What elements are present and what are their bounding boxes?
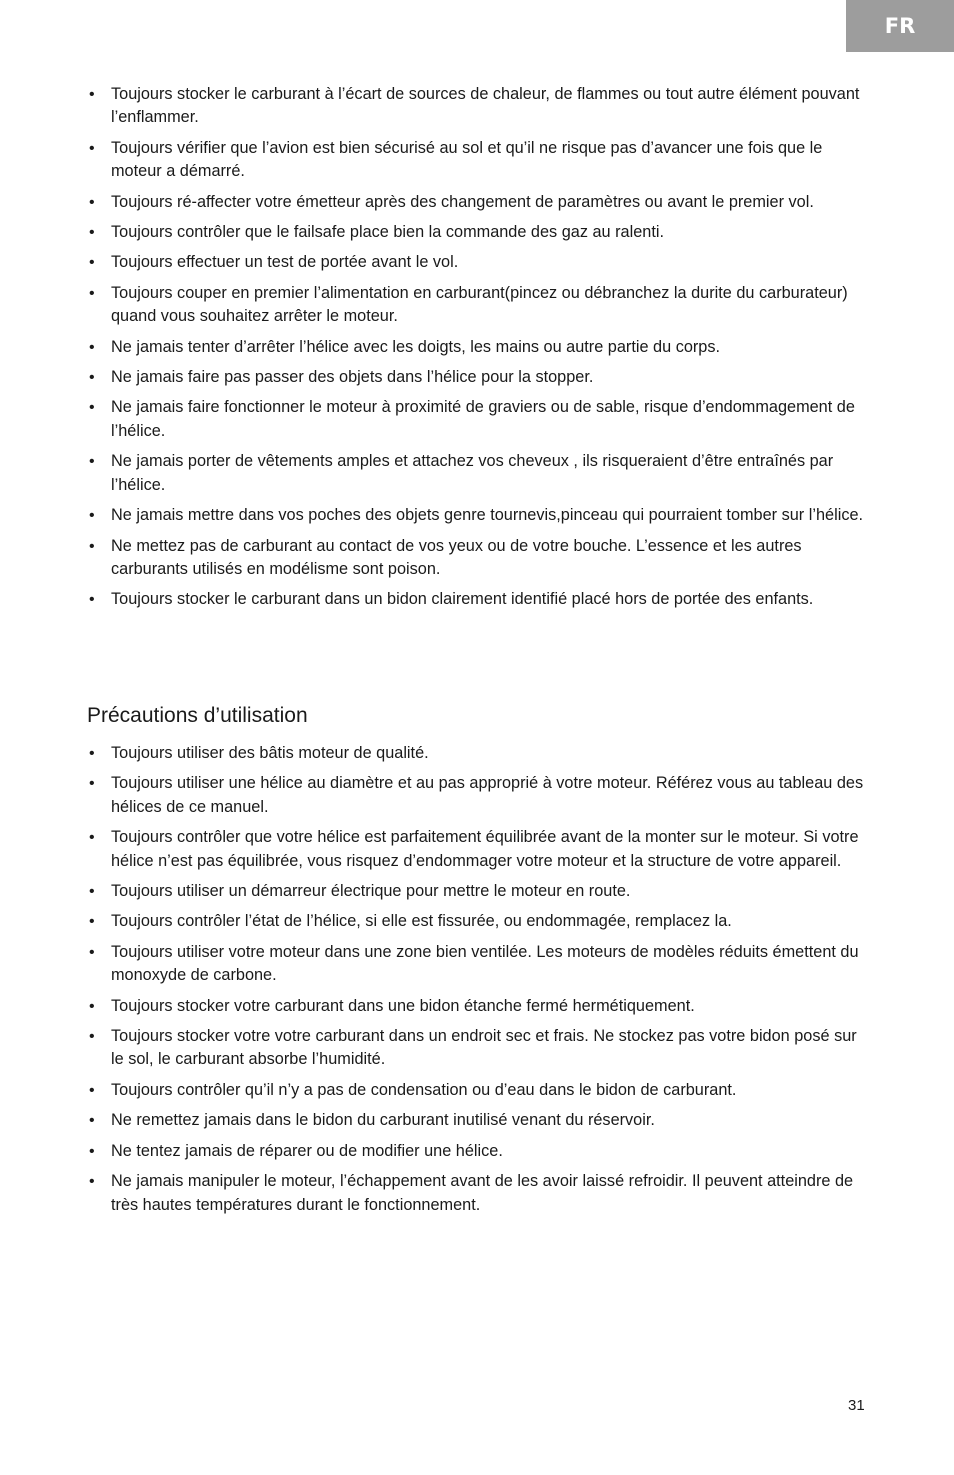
- list-item: [87, 910, 867, 933]
- list-item: [87, 1170, 867, 1217]
- bullet-icon: •: [89, 913, 95, 931]
- list-item: [87, 941, 867, 988]
- bullet-icon: •: [89, 943, 95, 961]
- list-item: [87, 742, 867, 765]
- bullet-icon: •: [89, 537, 95, 555]
- list-item: [87, 366, 867, 389]
- list-item-text: Toujours vérifier que l’avion est bien sécurisé au sol et qu’il ne risque pas d’avancer une fois que le moteur a démarré.: [111, 138, 823, 181]
- list-item-text: Ne jamais porter de vêtements amples et attachez vos cheveux , ils risqueraient d’être entraînés par l’hélice.: [111, 452, 834, 494]
- list-item: [87, 772, 867, 819]
- list-item: [87, 137, 867, 184]
- safety-list: [87, 83, 867, 619]
- list-item: [87, 396, 867, 443]
- list-item: [87, 826, 867, 873]
- list-item-text: Toujours couper en premier l’alimentation en carburant(pincez ou débranchez la durite du carburateur) quand vous souhaitez arrêter le moteur.: [111, 283, 848, 326]
- list-item-text: Toujours contrôler que le failsafe place bien la commande des gaz au ralenti.: [111, 223, 664, 242]
- list-item-text: Toujours contrôler l’état de l’hélice, si elle est fissurée, ou endommagée, remplacez la.: [111, 912, 732, 931]
- list-item: [87, 588, 867, 611]
- list-item-text: Toujours utiliser votre moteur dans une zone bien ventilée. Les moteurs de modèles réduits émettent du monoxyde de carbone.: [111, 942, 859, 985]
- bullet-icon: •: [89, 284, 95, 302]
- bullet-icon: •: [89, 997, 95, 1015]
- bullet-icon: •: [89, 399, 95, 417]
- list-item: [87, 1079, 867, 1102]
- bullet-icon: •: [89, 591, 95, 609]
- list-item: [87, 336, 867, 359]
- list-item-text: Toujours stocker votre carburant dans une bidon étanche fermé hermétiquement.: [111, 996, 695, 1015]
- list-item-text: Toujours utiliser un démarreur électrique pour mettre le moteur en route.: [111, 882, 631, 901]
- bullet-icon: •: [89, 254, 95, 272]
- list-item-text: Toujours utiliser une hélice au diamètre et au pas approprié à votre moteur. Référez vous au tableau des hélices de ce manuel.: [111, 774, 864, 816]
- list-item: [87, 504, 867, 527]
- bullet-icon: •: [89, 86, 95, 103]
- list-item: [87, 1140, 867, 1163]
- list-item-text: Toujours utiliser des bâtis moteur de qualité.: [111, 744, 429, 762]
- page-number: 31: [848, 1397, 865, 1414]
- list-item-text: Ne jamais faire fonctionner le moteur à proximité de graviers ou de sable, risque d’endommagement de l’hélice.: [111, 398, 855, 440]
- list-item-text: Toujours effectuer un test de portée avant le vol.: [111, 253, 459, 272]
- list-item: [87, 221, 867, 244]
- list-item-text: Ne remettez jamais dans le bidon du carburant inutilisé venant du réservoir.: [111, 1111, 655, 1130]
- bullet-icon: •: [89, 139, 95, 157]
- language-tab: FR: [846, 0, 954, 52]
- usage-precautions-list: [87, 742, 867, 1224]
- list-item-text: Ne jamais mettre dans vos poches des objets genre tournevis,pinceau qui pourraient tomber sur l’hélice.: [111, 506, 864, 525]
- list-item: [87, 191, 867, 214]
- list-item: [87, 535, 867, 582]
- bullet-icon: •: [89, 369, 95, 387]
- bullet-icon: •: [89, 1142, 95, 1160]
- list-item-text: Toujours contrôler que votre hélice est parfaitement équilibrée avant de la monter sur le moteur. Si votre hélice n’est pas équilibrée, vous risquez d’endommager votre moteur et la structure de votre appareil.: [111, 828, 859, 870]
- bullet-icon: •: [89, 453, 95, 471]
- list-item-text: Ne jamais faire pas passer des objets dans l’hélice pour la stopper.: [111, 368, 594, 387]
- list-item: [87, 251, 867, 274]
- bullet-icon: •: [89, 338, 95, 356]
- list-item-text: Ne jamais manipuler le moteur, l’échappement avant de les avoir laissé refroidir. Il peuvent atteindre de très hautes températures durant le fonctionnement.: [111, 1172, 854, 1214]
- bullet-icon: •: [89, 1028, 95, 1046]
- bullet-icon: •: [89, 1081, 95, 1099]
- list-item: [87, 83, 867, 130]
- list-item: [87, 880, 867, 903]
- bullet-icon: •: [89, 775, 95, 793]
- list-item-text: Ne mettez pas de carburant au contact de vos yeux ou de votre bouche. L’essence et les autres carburants utilisés en modélisme sont poison.: [111, 536, 802, 578]
- list-item-text: Toujours stocker votre votre carburant dans un endroit sec et frais. Ne stockez pas votre bidon posé sur le sol, le carburant absorbe l’humidité.: [111, 1027, 857, 1069]
- list-item-text: Toujours ré-affecter votre émetteur après des changement de paramètres ou avant le premier vol.: [111, 192, 814, 211]
- list-item: [87, 282, 867, 329]
- bullet-icon: •: [89, 507, 95, 525]
- bullet-icon: •: [89, 1112, 95, 1130]
- bullet-icon: •: [89, 1173, 95, 1191]
- bullet-icon: •: [89, 745, 95, 762]
- bullet-icon: •: [89, 193, 95, 211]
- list-item: [87, 1025, 867, 1072]
- list-item-text: Toujours stocker le carburant à l’écart de sources de chaleur, de flammes ou tout autre élément pouvant l’enflammer.: [111, 85, 860, 127]
- bullet-icon: •: [89, 829, 95, 847]
- list-item-text: Ne tentez jamais de réparer ou de modifier une hélice.: [111, 1141, 503, 1160]
- list-item-text: Toujours contrôler qu’il n’y a pas de condensation ou d’eau dans le bidon de carburant.: [111, 1080, 737, 1099]
- list-item-text: Toujours stocker le carburant dans un bidon clairement identifié placé hors de portée des enfants.: [111, 590, 814, 609]
- list-item: [87, 450, 867, 497]
- bullet-icon: •: [89, 224, 95, 242]
- section-heading: Précautions d’utilisation: [87, 704, 308, 727]
- list-item-text: Ne jamais tenter d’arrêter l’hélice avec les doigts, les mains ou autre partie du corps.: [111, 337, 721, 356]
- bullet-icon: •: [89, 883, 95, 901]
- list-item: [87, 995, 867, 1018]
- list-item: [87, 1109, 867, 1132]
